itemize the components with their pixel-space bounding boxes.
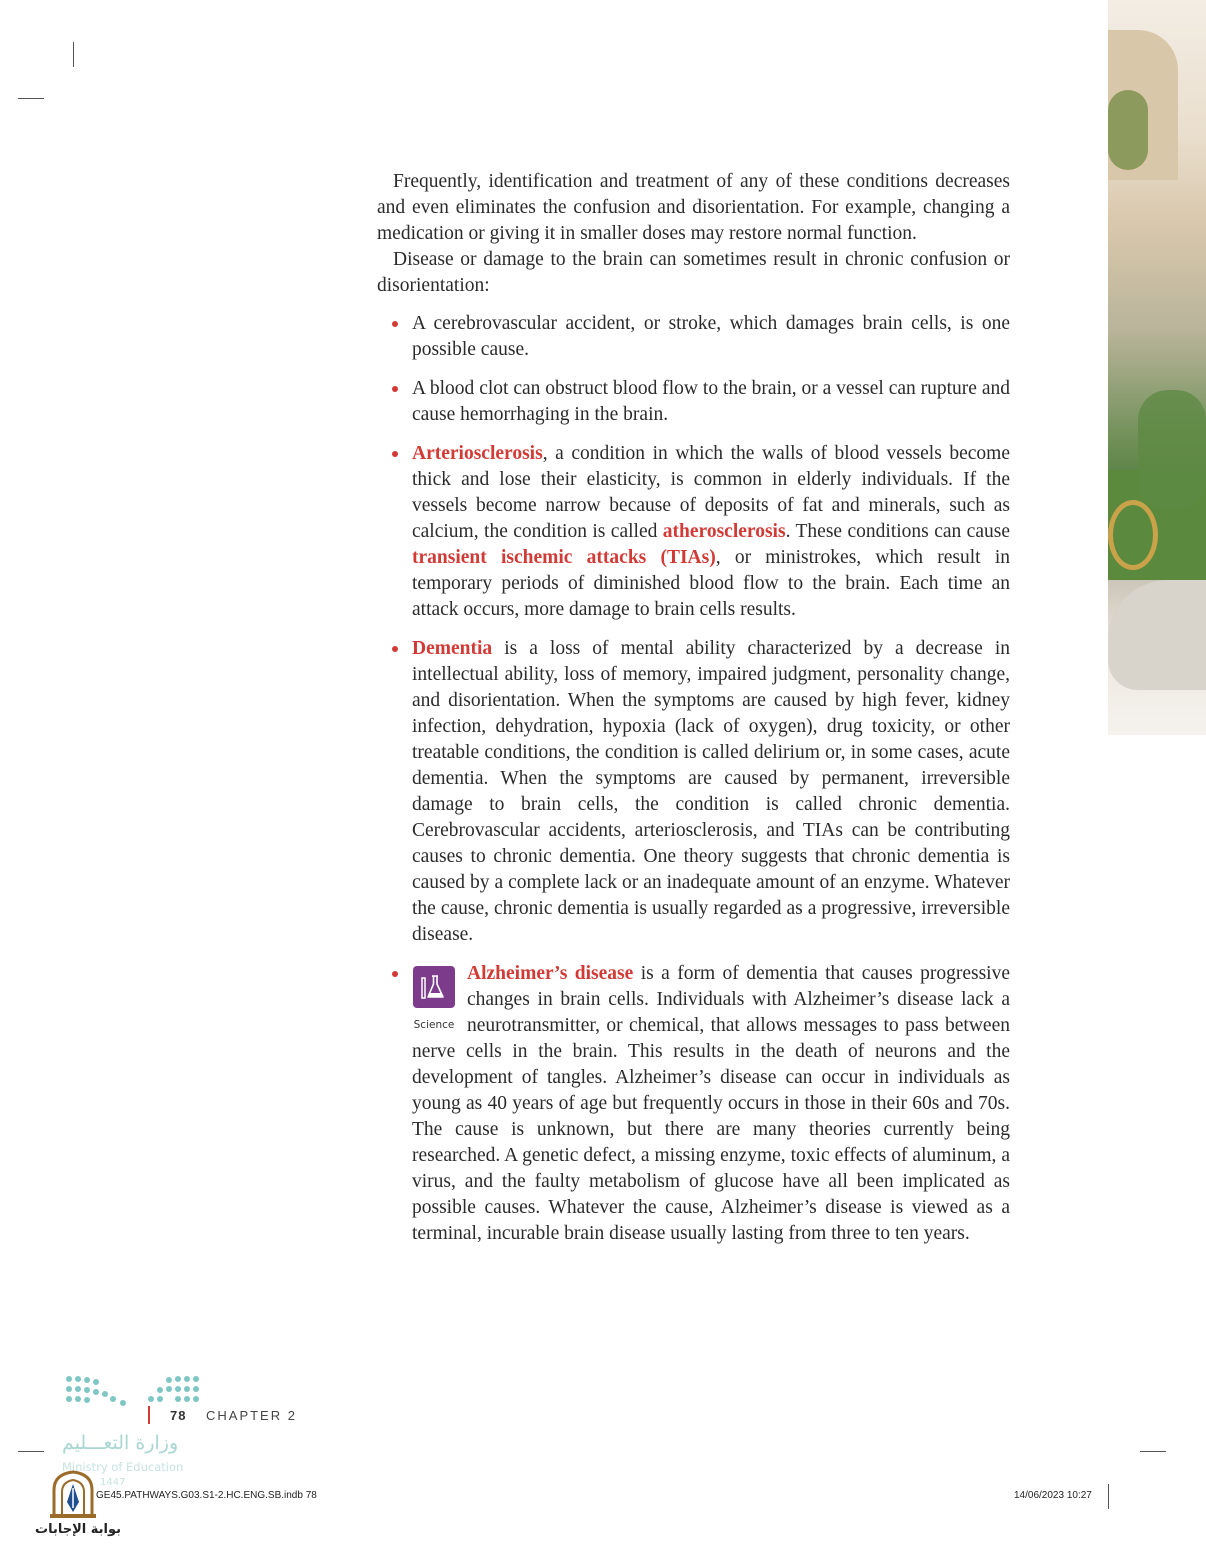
- bullet-dot-icon: [392, 321, 398, 327]
- list-item: [377, 636, 1010, 948]
- list-item: [377, 311, 1010, 363]
- key-term: Arteriosclerosis: [412, 443, 543, 464]
- page-number: 78: [170, 1408, 187, 1423]
- crop-mark: [1140, 1451, 1166, 1452]
- list-item-text: , or ministrokes, which result in temporary periods of diminished blood flow to the brain. Each time an attack occurs, more damage to brain cells results.: [412, 547, 1010, 620]
- page-number-divider: [148, 1406, 150, 1424]
- science-flask-icon: [413, 966, 455, 1008]
- cause-list: [377, 311, 1010, 1247]
- body-text: [377, 169, 1010, 1260]
- list-item-text: A cerebrovascular accident, or stroke, which damages brain cells, is one possible cause.: [412, 313, 1010, 360]
- list-item: [377, 376, 1010, 428]
- site-name-watermark: بوابة الإجابات: [35, 1522, 121, 1537]
- list-item: [377, 961, 1010, 1247]
- ministry-year: 1447: [100, 1477, 126, 1488]
- chapter-label: CHAPTER 2: [206, 1408, 297, 1423]
- ministry-name-arabic: وزارة التعـــليم: [62, 1432, 179, 1454]
- site-emblem-icon: [48, 1468, 98, 1522]
- list-item-text: is a loss of mental ability characterized by a decrease in intellectual ability, loss of memory, impaired judgment, personality change, and disorientation. When the symptoms are caused by high fever, kidney infection, dehydration, hypoxia (lack of oxygen), drug toxicity, or other treatable conditions, the condition is called delirium or, in some cases, acute dementia. When the symptoms are caused by permanent, irreversible damage to brain cells, the condition is called chronic dementia. Cerebrovascular accidents, arteriosclerosis, and TIAs can be contributing causes to chronic dementia. One theory suggests that chronic dementia is caused by a complete lack or an inadequate amount of an enzyme. Whatever the cause, chronic dementia is usually regarded as a progressive, irreversible disease.: [412, 638, 1010, 945]
- ministry-name-english: Ministry of Education: [62, 1460, 184, 1474]
- bullet-dot-icon: [392, 386, 398, 392]
- science-badge: [409, 966, 459, 1031]
- crop-mark: [18, 1451, 44, 1452]
- bullet-dot-icon: [392, 971, 398, 977]
- bullet-dot-icon: [392, 451, 398, 457]
- key-term: atherosclerosis: [662, 521, 786, 542]
- crop-mark: [1108, 1484, 1109, 1509]
- crop-mark: [73, 42, 74, 67]
- intro-paragraph-2: Disease or damage to the brain can sometimes result in chronic confusion or disorientation:: [377, 249, 1010, 296]
- list-item-text: is a form of dementia that causes progressive changes in brain cells. Individuals with Alzheimer’s disease lack a neurotransmitter, or chemical, that allows messages to pass between nerve cells in the brain. This results in the death of neurons and the development of tangles. Alzheimer’s disease can occur in individuals as young as 40 years of age but frequently occurs in those in their 60s and 70s. The cause is unknown, but there are many theories currently being researched. A genetic defect, a missing enzyme, toxic effects of aluminum, a virus, and the faulty metabolism of glucose have all been implicated as possible causes. Whatever the cause, Alzheimer’s disease is viewed as a terminal, incurable brain disease usually lasting from three to ten years.: [412, 963, 1010, 1244]
- key-term: transient ischemic attacks (TIAs): [412, 547, 716, 568]
- science-label: Science: [413, 1019, 455, 1031]
- list-item-text: A blood clot can obstruct blood flow to the brain, or a vessel can rupture and cause hemorrhaging in the brain.: [412, 378, 1010, 425]
- slug-filename: GE45.PATHWAYS.G03.S1-2.HC.ENG.SB.indb 78: [96, 1490, 317, 1501]
- bullet-dot-icon: [392, 646, 398, 652]
- list-item-text: . These conditions can cause: [785, 521, 1010, 542]
- slug-timestamp: 14/06/2023 10:27: [1014, 1490, 1092, 1501]
- list-item: [377, 441, 1010, 623]
- key-term: Alzheimer’s disease: [467, 963, 634, 984]
- key-term: Dementia: [412, 638, 493, 659]
- crop-mark: [18, 98, 44, 99]
- intro-paragraph-1: Frequently, identification and treatment of any of these conditions decreases and even eliminates the confusion and disorientation. For example, changing a medication or giving it in smaller doses may restore normal function.: [377, 171, 1010, 244]
- list-item-text: , a condition in which the walls of blood vessels become thick and lose their elasticity, is common in elderly individuals. If the vessels become narrow because of deposits of fat and minerals, such as calcium, the condition is called: [412, 443, 1010, 542]
- page-edge-photo: [1108, 0, 1206, 735]
